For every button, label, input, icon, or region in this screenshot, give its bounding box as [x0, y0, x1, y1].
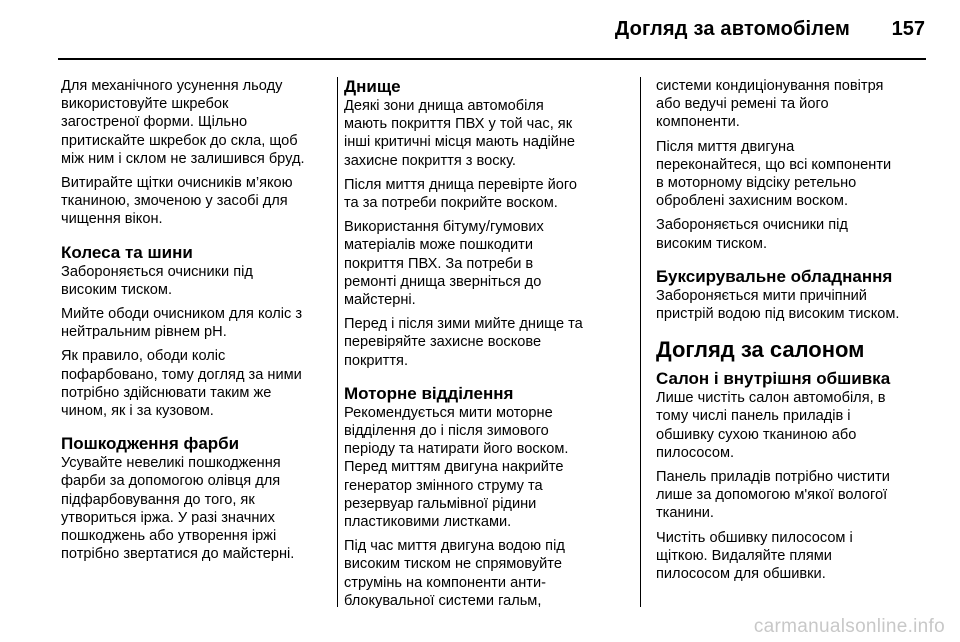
- text-line: Як правило, ободи коліс: [61, 348, 226, 365]
- text-line: або ведучі ремені та його: [656, 96, 829, 113]
- text-line: тканини.: [656, 505, 714, 522]
- text-line: матеріалів може пошкодити: [344, 237, 533, 254]
- column-1: [61, 77, 331, 569]
- text-line: покриття ПВХ. За потреби в: [344, 255, 534, 272]
- text-line: перевіряйте захисне воскове: [344, 334, 542, 351]
- text-line: покриття.: [344, 352, 408, 369]
- header-rule: [58, 58, 926, 60]
- text-line: Рекомендується мити моторне: [344, 404, 553, 421]
- column-divider-1: [337, 77, 338, 607]
- column-2: [344, 77, 629, 616]
- text-line: тому числі панель приладів і: [656, 408, 851, 425]
- text-line: резервуар гальмівної рідини: [344, 495, 537, 512]
- page-number: 157: [891, 18, 925, 40]
- text-line: нейтральним рівнем pH.: [61, 324, 227, 341]
- text-line: пристрій водою під високим тиском.: [656, 306, 900, 323]
- text-line: підфарбовування до того, як: [61, 491, 255, 508]
- text-line: фарби за допомогою олівця для: [61, 473, 281, 490]
- text-line: періоду та натирати його воском.: [344, 441, 569, 458]
- text-line: пилососом.: [656, 444, 735, 461]
- paragraph: [344, 97, 629, 170]
- text-line: Усувайте невеликі пошкодження: [61, 455, 281, 472]
- text-line: чищення вікон.: [61, 211, 163, 228]
- paragraph: [656, 216, 931, 252]
- text-line: пошкоджень або утворення іржі: [61, 528, 277, 545]
- text-line: в моторному відсіку ретельно: [656, 175, 857, 192]
- text-line: між ним і склом не залишився бруд.: [61, 150, 305, 167]
- section-heading-upholstery: Салон і внутрішня обшивка: [656, 369, 891, 389]
- text-line: Деякі зони днища автомобіля: [344, 98, 544, 114]
- text-line: системи кондиціонування повітря: [656, 78, 884, 94]
- paragraph: [344, 176, 629, 212]
- text-line: загостреної форми. Щільно: [61, 114, 248, 131]
- text-line: Чистіть обшивку пилососом і: [656, 529, 853, 546]
- text-line: Після миття днища перевірте його: [344, 176, 578, 193]
- text-line: пофарбовано, тому догляд за ними: [61, 366, 302, 383]
- text-line: інші критичні місця мають надійне: [344, 134, 576, 151]
- text-line: Забороняється очисники під: [61, 263, 253, 280]
- paragraph: [656, 138, 931, 211]
- text-line: мають покриття ПВХ у той час, як: [344, 116, 573, 133]
- section-heading-underbody: Днище: [344, 77, 401, 96]
- text-line: використовуйте шкребок: [61, 96, 229, 113]
- text-line: потрібно звертатися до майстерні.: [61, 546, 295, 563]
- paragraph: [344, 218, 629, 309]
- text-line: потрібно здійснювати таким же: [61, 384, 272, 401]
- paragraph: [344, 404, 629, 531]
- paragraph: [61, 263, 331, 299]
- text-line: майстерні.: [344, 292, 416, 309]
- text-line: струмінь на компоненти анти-: [344, 574, 547, 591]
- text-line: щіткою. Видаляйте плями: [656, 547, 832, 564]
- paragraph: [61, 77, 331, 168]
- text-line: чином, як і за кузовом.: [61, 403, 214, 420]
- text-line: відділення до і після зимового: [344, 423, 549, 440]
- chapter-heading-interior-care: Догляд за салоном: [656, 337, 865, 363]
- text-line: захисне покриття з воску.: [344, 152, 516, 169]
- section-heading-wheels: Колеса та шини: [61, 242, 193, 262]
- text-line: Панель приладів потрібно чистити: [656, 469, 890, 486]
- text-line: генератор змінного струму та: [344, 477, 543, 494]
- text-line: Використання бітуму/гумових: [344, 219, 544, 236]
- text-line: притискайте шкребок до скла, щоб: [61, 132, 298, 149]
- paragraph: [656, 287, 931, 323]
- paragraph: [61, 305, 331, 341]
- text-line: обшивку сухою тканиною або: [656, 426, 857, 443]
- text-line: пластиковими листками.: [344, 514, 512, 531]
- text-line: Забороняється мити причіпний: [656, 287, 867, 304]
- text-line: утвориться іржа. У разі значних: [61, 509, 275, 526]
- text-line: оброблені захисним воском.: [656, 193, 849, 210]
- text-line: Перед миттям двигуна накрийте: [344, 459, 564, 476]
- section-heading-towing-equipment: Буксирувальне обладнання: [656, 266, 893, 286]
- text-line: Після миття двигуна: [656, 138, 795, 155]
- text-line: Перед і після зими мийте днище та: [344, 316, 583, 333]
- paragraph: [656, 468, 931, 523]
- text-line: Витирайте щітки очисників м’якою: [61, 175, 293, 192]
- text-line: високим тиском не спрямовуйте: [344, 556, 562, 573]
- text-line: переконайтеся, що всі компоненти: [656, 156, 892, 173]
- text-line: ремонті днища зверніться до: [344, 273, 542, 290]
- text-line: компоненти.: [656, 114, 740, 131]
- watermark: carmanualsonline.info: [753, 616, 945, 637]
- text-line: лише за допомогою м'якої вологої: [656, 487, 888, 504]
- page-header-title: Догляд за автомобілем: [614, 18, 850, 40]
- text-line: Мийте ободи очисником для коліс з: [61, 306, 303, 323]
- paragraph: [656, 529, 931, 584]
- text-line: пилососом для обшивки.: [656, 566, 826, 583]
- text-line: Під час миття двигуна водою під: [344, 538, 565, 555]
- paragraph: [61, 347, 331, 420]
- text-line: високим тиском.: [61, 281, 172, 298]
- text-line: блокувальної системи гальм,: [344, 592, 542, 609]
- section-heading-engine-compartment: Моторне відділення: [344, 383, 514, 403]
- text-line: Лише чистіть салон автомобіля, в: [656, 390, 886, 407]
- paragraph: [61, 174, 331, 229]
- text-line: Для механічного усунення льоду: [61, 78, 283, 94]
- paragraph: [656, 389, 931, 462]
- text-line: високим тиском.: [656, 235, 767, 252]
- paragraph: [61, 454, 331, 563]
- section-heading-paint-damage: Пошкодження фарби: [61, 434, 240, 454]
- paragraph: [344, 315, 629, 370]
- paragraph: [344, 537, 629, 610]
- text-line: та за потреби покрийте воском.: [344, 195, 558, 212]
- text-line: тканиною, змоченою у засобі для: [61, 193, 288, 210]
- column-3: [656, 77, 931, 589]
- text-line: Забороняється очисники під: [656, 217, 848, 234]
- column-divider-2: [640, 77, 641, 607]
- paragraph: [656, 77, 931, 132]
